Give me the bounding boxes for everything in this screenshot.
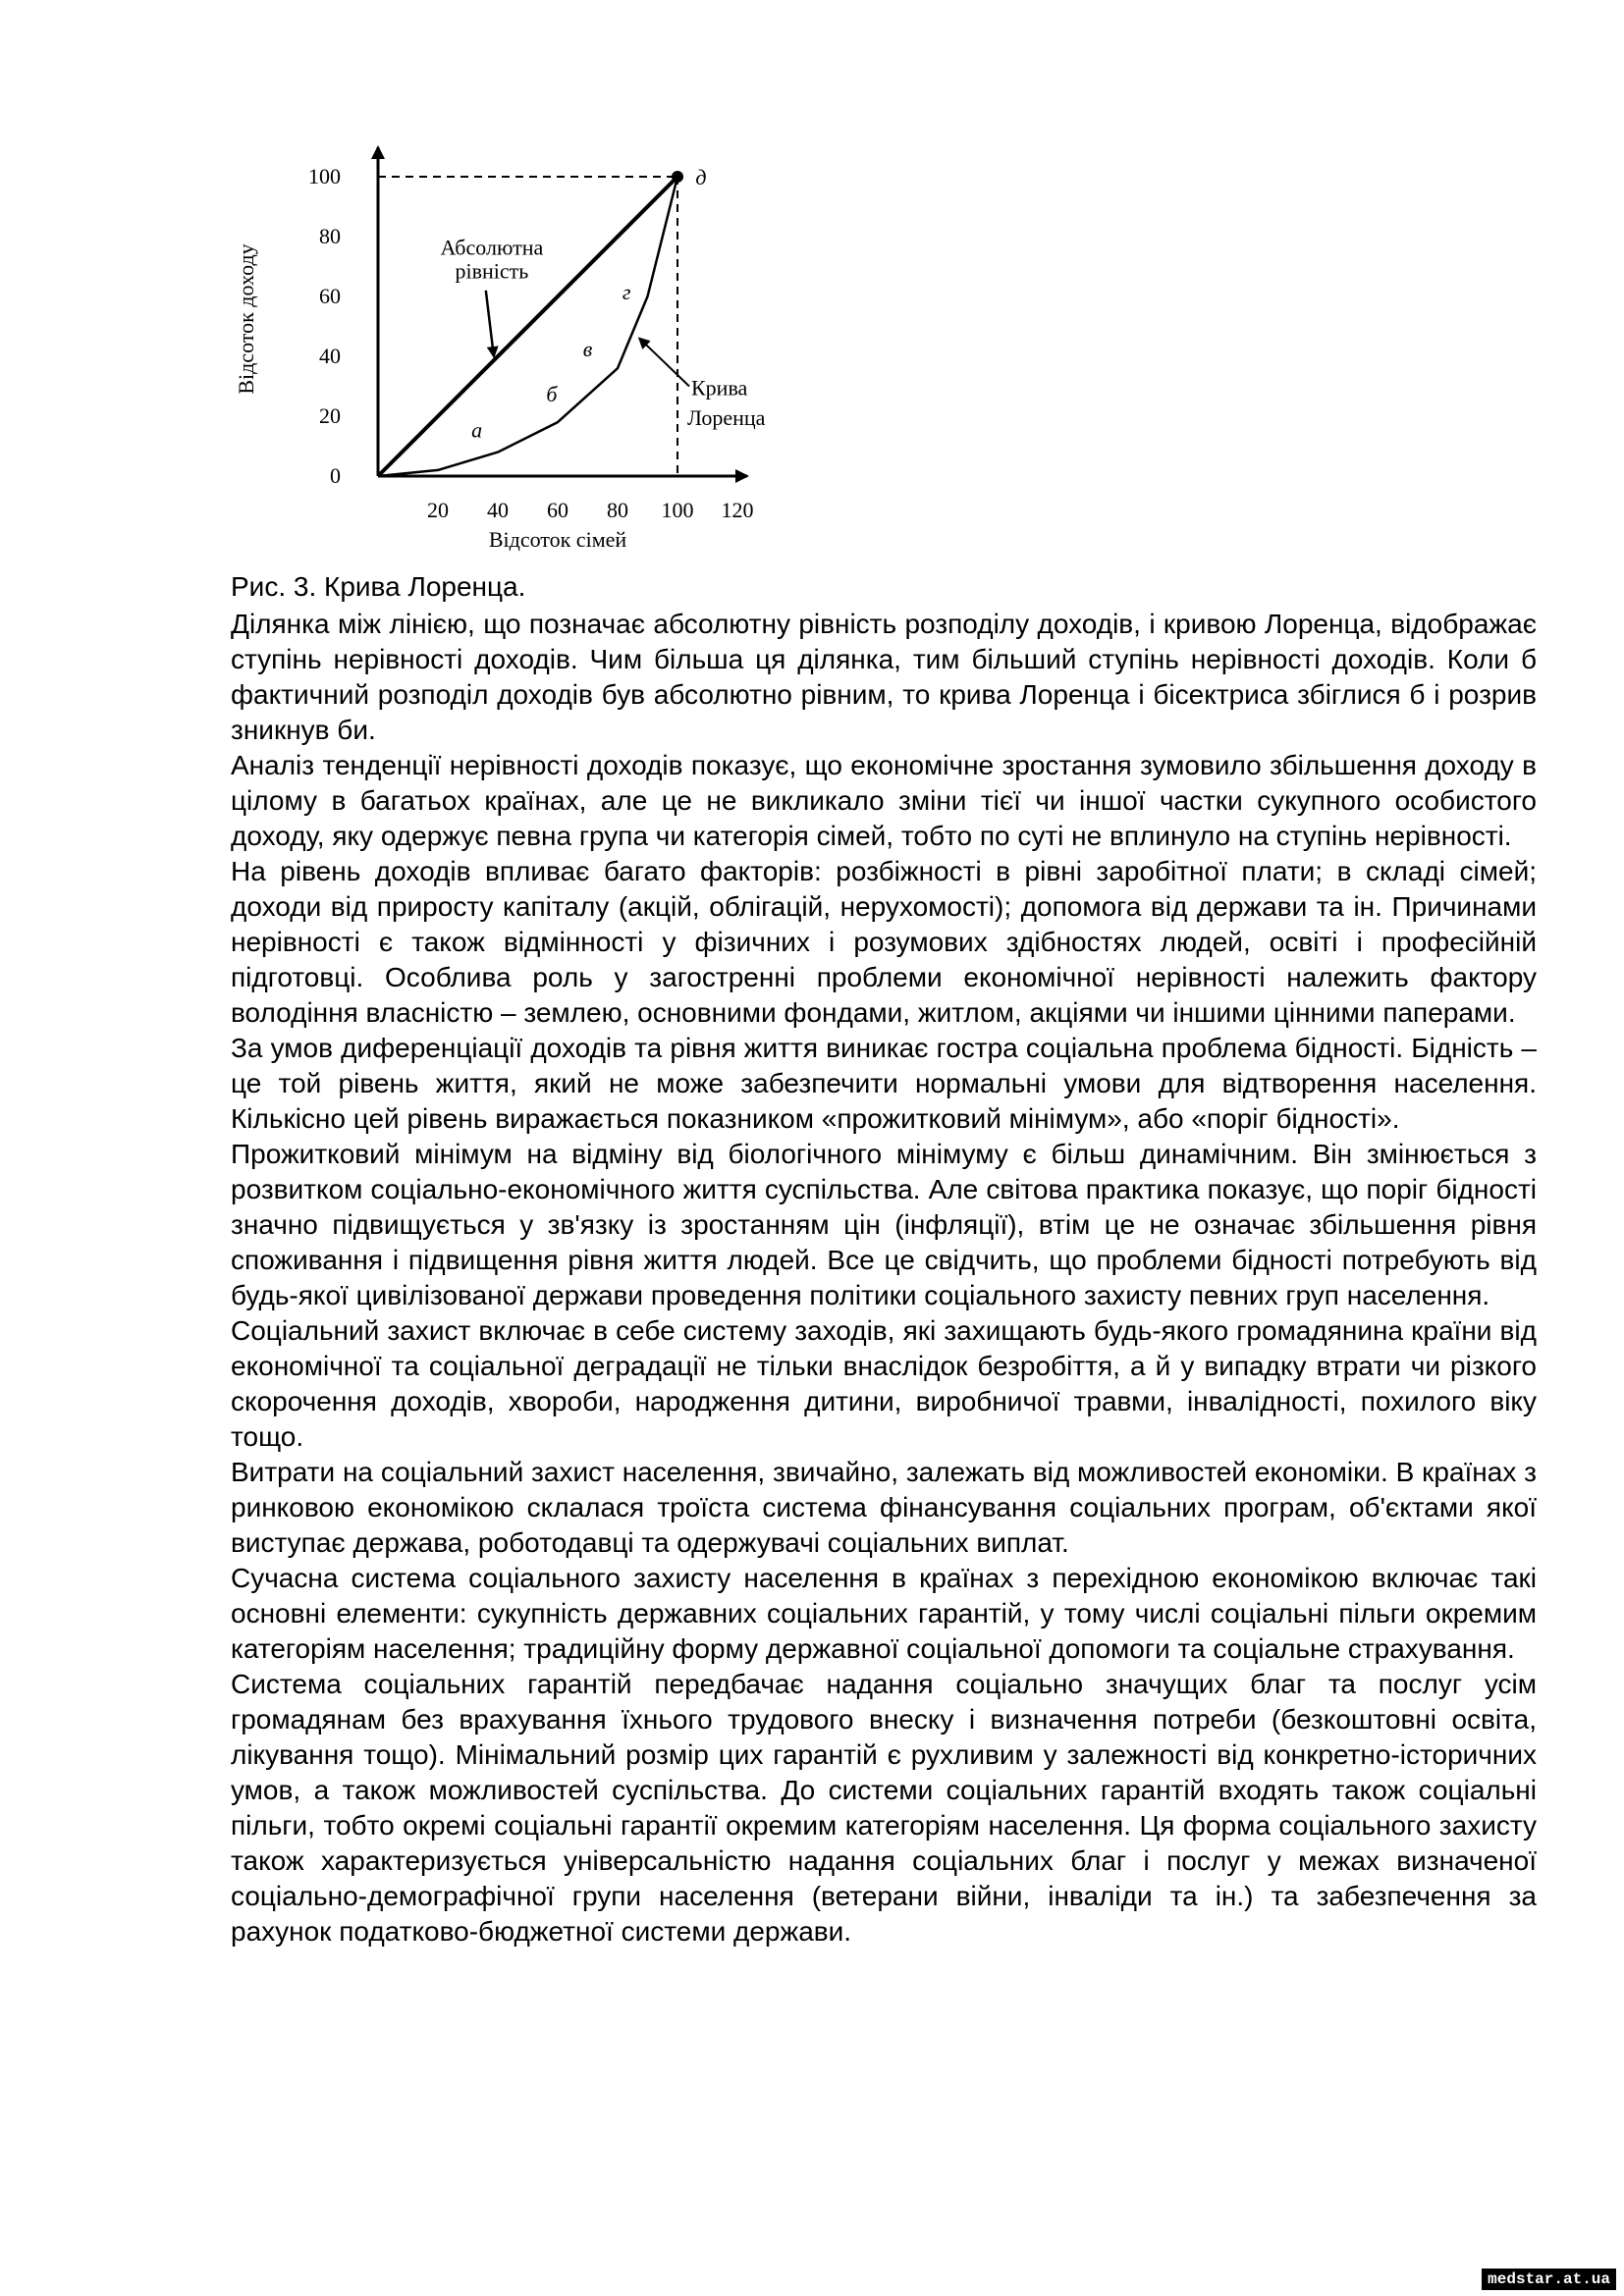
x-tick-label-60: 60 — [547, 498, 568, 522]
paragraph-7: Витрати на соціальний захист населення, звичайно, залежать від можливостей економіки. В країнах з ринковою економікою склалася троїста система фінансування соціальних програм, об'єктами якої виступає держава, роботодавці та одержувачі соціальних виплат. — [231, 1457, 1537, 1558]
y-tick-label-60: 60 — [319, 284, 341, 308]
y-axis-label: Відсоток доходу — [234, 243, 258, 395]
paragraph-5: Прожитковий мінімум на відміну від біологічного мінімуму є більш динамічним. Він змінюється з розвитком соціально-економічного життя суспільства. Але світова практика показує, що поріг бідності значно підвищується у зв'язку із зростанням цін (інфляції), втім це не означає збільшення рівня споживання і підвищення рівня життя людей. Все це свідчить, що проблеми бідності потребують від будь-якої цивілізованої держави проведення політики соціального захисту певних груп населення. — [231, 1139, 1537, 1310]
paragraph-4: За умов диференціації доходів та рівня життя виникає гостра соціальна проблема бідності. Бідність – це той рівень життя, який не може забезпечити нормальні умови для відтворення населення. Кількісно цей рівень виражається показником «прожитковий мінімум», або «поріг бідності». — [231, 1033, 1537, 1134]
lorenz-chart — [216, 137, 825, 569]
paragraph-8: Сучасна система соціального захисту населення в країнах з перехідною економікою включає такі основні елементи: сукупність державних соціальних гарантій, у тому числі соціальні пільги окремим категоріям населення; традиційну форму державної соціальної допомоги та соціальне страхування. — [231, 1563, 1537, 1664]
paragraph-3: На рівень доходів впливає багато факторів: розбіжності в рівні заробітної плати; в складі сімей; доходи від приросту капіталу (акцій, облігацій, нерухомості); допомога від держави та ін. Причинами нерівності є також відмінності у фізичних і розумових здібностях людей, освіті і професійній підготовці. Особлива роль у загостренні проблеми економічної нерівності належить фактору володіння власністю – землею, основними фондами, житлом, акціями чи іншими цінними паперами. — [231, 856, 1537, 1028]
x-tick-label-80: 80 — [607, 498, 628, 522]
equality-label-arrow — [486, 291, 494, 356]
x-tick-label-40: 40 — [487, 498, 509, 522]
y-tick-label-0: 0 — [330, 463, 341, 488]
figure-caption: Рис. 3. Крива Лоренца. — [231, 571, 526, 602]
paragraph-2: Аналіз тенденції нерівності доходів показує, що економічне зростання зумовило збільшення доходу в цілому в багатьох країнах, але це не викликало зміни тієї чи іншої частки сукупного особистого доходу, яку одержує певна група чи категорія сімей, тобто по суті не вплинуло на ступінь нерівності. — [231, 750, 1537, 851]
lorenz-label-line2: Лоренца — [687, 405, 766, 431]
x-tick-label-20: 20 — [427, 498, 449, 522]
paragraph-1: Ділянка між лінією, що позначає абсолютну рівність розподілу доходів, і кривою Лоренца, відображає ступінь нерівності доходів. Чим більша ця ділянка, тим більший ступінь нерівності доходів. Коли б фактичний розподіл доходів був абсолютно рівним, то крива Лоренца і бісектриса збіглися б і розрив зникнув би. — [231, 609, 1537, 745]
x-tick-label-120: 120 — [721, 498, 754, 522]
point-d-marker — [672, 171, 683, 183]
lorenz-label-arrow — [639, 339, 689, 387]
y-tick-label-80: 80 — [319, 224, 341, 248]
equality-line — [378, 177, 677, 476]
x-axis-label: Відсоток сімей — [488, 527, 627, 552]
point-d-label: д — [695, 165, 707, 189]
y-tick-label-40: 40 — [319, 344, 341, 368]
lorenz-chart-svg — [216, 137, 825, 569]
region-v-label: в — [582, 337, 593, 361]
equality-label-line1: Абсолютна — [440, 235, 544, 260]
x-tick-label-100: 100 — [661, 498, 694, 522]
region-a-label: а — [471, 417, 483, 443]
y-tick-label-20: 20 — [319, 403, 341, 428]
equality-label-line2: рівність — [455, 258, 529, 284]
paragraph-6: Соціальний захист включає в себе систему заходів, які захищають будь-якого громадянина країни від економічної та соціальної деградації не тільки внаслідок безробіття, а й у випадку втрати чи різкого скорочення доходів, хвороби, народження дитини, виробничої травми, інвалідності, похилого віку тощо. — [231, 1315, 1537, 1452]
y-tick-label-100: 100 — [308, 164, 341, 188]
region-b-label: б — [546, 381, 558, 406]
document-body — [231, 607, 1537, 1949]
lorenz-label-line1: Крива — [691, 375, 748, 400]
region-g-label: г — [622, 280, 631, 305]
paragraph-9: Система соціальних гарантій передбачає надання соціально значущих благ та послуг усім громадянам без врахування їхнього трудового внеску і визначення потреби (безкоштовні освіта, лікування тощо). Мінімальний розмір цих гарантій є рухливим у залежності від конкретно-історичних умов, а також можливостей суспільства. До системи соціальних гарантій входять також соціальні пільги, тобто окремі соціальні гарантії окремим категоріям населення. Ця форма соціального захисту також характеризується універсальністю надання соціальних благ і послуг у межах визначеної соціально-демографічної групи населення (ветерани війни, інваліди та ін.) та забезпечення за рахунок податково-бюджетної системи держави. — [231, 1669, 1537, 1947]
site-watermark: medstar.at.ua — [1482, 2269, 1616, 2290]
